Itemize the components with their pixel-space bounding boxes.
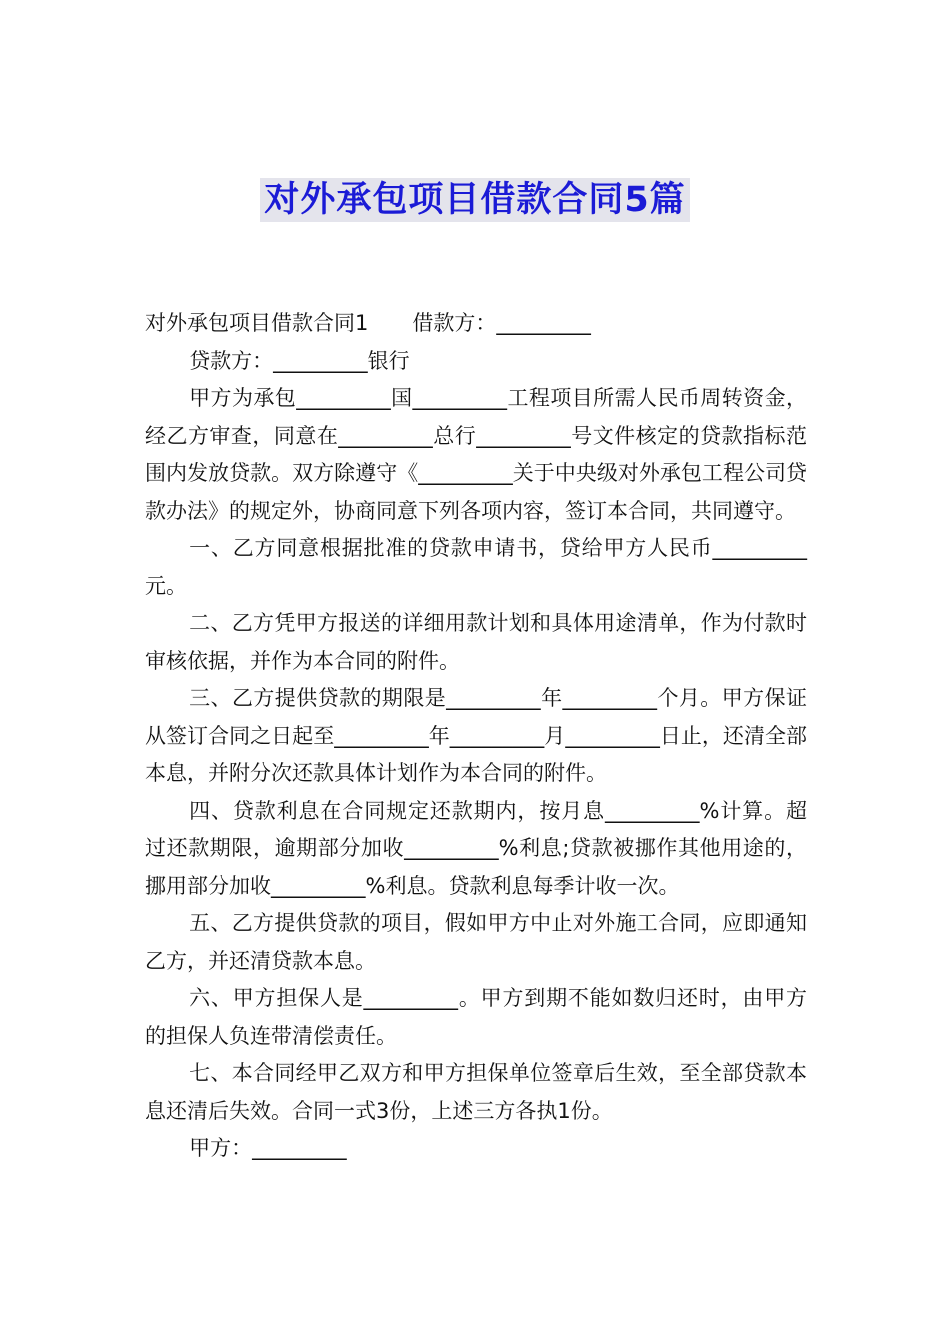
clause-2-paragraph: 二、乙方凭甲方报送的详细用款计划和具体用途清单，作为付款时审核依据，并作为本合同的附件。 (145, 611, 807, 673)
contract-subtitle: 对外承包项目借款合同1 (145, 311, 369, 335)
clause-3-paragraph: 三、乙方提供贷款的期限是_________年_________个月。甲方保证从签订合同之日起至_________年_________月_________日止，还清全部本息，并附分次还款具体计划作为本合同的附件。 (145, 686, 807, 785)
clause-7-paragraph: 七、本合同经甲乙双方和甲方担保单位签章后生效，至全部贷款本息还清后失效。合同一式3份，上述三方各执1份。 (145, 1061, 807, 1123)
clause-5-paragraph: 五、乙方提供贷款的项目，假如甲方中止对外施工合同，应即通知乙方，并还清贷款本息。 (145, 911, 807, 973)
lender-line: 贷款方：_________银行 (189, 348, 410, 373)
borrower-line: 借款方：_________ (412, 311, 591, 335)
preamble-paragraph: 甲方为承包_________国_________工程项目所需人民币周转资金，经乙方审查，同意在_________总行_________号文件核定的贷款指标范围内发放贷款。双方除遵守《_________关于中央级对外承包工程公司贷款办法》的规定外，协商同意下列各项内容，签订本合同，共同遵守。 (145, 386, 807, 523)
document-title: 对外承包项目借款合同5篇 (260, 178, 689, 222)
title-area (0, 178, 950, 222)
party-a-signature-line: 甲方：_________ (189, 1136, 347, 1160)
clause-4-paragraph: 四、贷款利息在合同规定还款期内，按月息_________%计算。超过还款期限，逾期部分加收_________%利息;贷款被挪作其他用途的，挪用部分加收_________%利息。贷款利息每季计收一次。 (145, 798, 807, 898)
contract-heading-line (145, 305, 807, 343)
document-body (145, 305, 807, 1168)
clause-6-paragraph: 六、甲方担保人是_________。甲方到期不能如数归还时，由甲方的担保人负连带清偿责任。 (145, 986, 807, 1048)
clause-1-paragraph: 一、乙方同意根据批准的贷款申请书，贷给甲方人民币_________元。 (145, 536, 807, 598)
